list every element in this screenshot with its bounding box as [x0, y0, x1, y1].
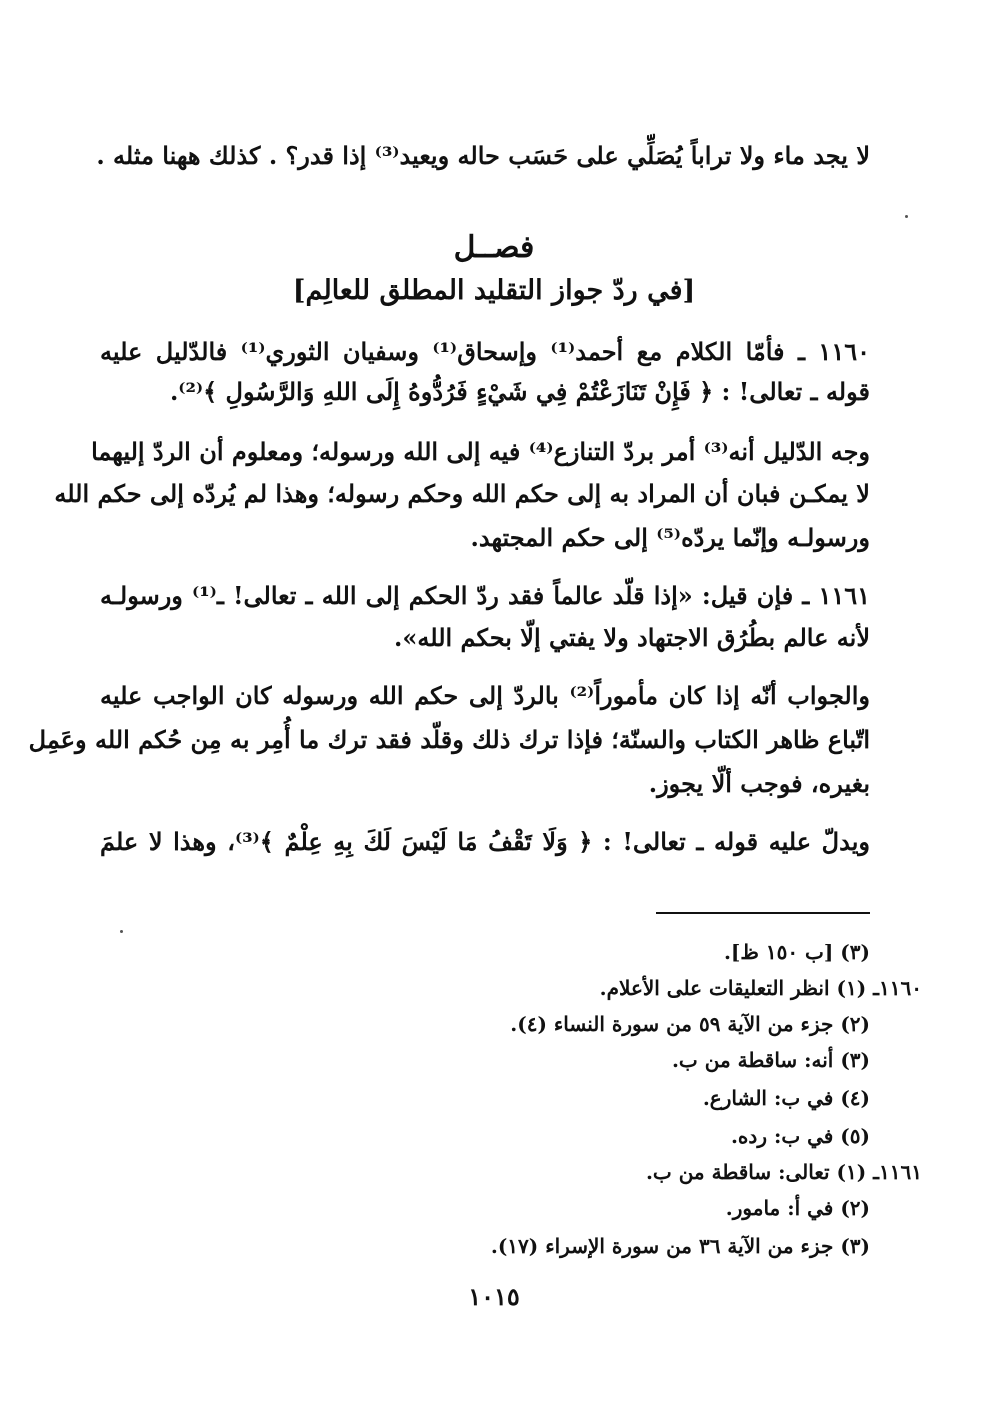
- footnote-divider: [656, 912, 870, 914]
- paragraph-2-line-2: لا يمكـن فبان أن المراد به إلى حكم الله وحكم رسوله؛ وهذا لم يُردّه إلى حكم الله: [54, 479, 870, 508]
- scan-speck: [120, 930, 123, 933]
- footnote-2-mamur: (٢) في أ: مامور.: [725, 1196, 870, 1220]
- footnote-5-raddahu: (٥) في ب: رده.: [730, 1124, 870, 1148]
- page-number: ١٠١٥: [468, 1282, 520, 1311]
- footnote-group-1161: ١١٦١ـ (١) تعالى: ساقطة من ب.: [645, 1160, 922, 1184]
- paragraph-1160-line-1: ١١٦٠ ـ فأمّا الكلام مع أحمد⁽¹⁾ وإسحاق⁽¹⁾ وسفيان الثوري⁽¹⁾ فالدّليل عليه: [100, 337, 870, 366]
- scan-speck: [905, 215, 908, 218]
- footnote-2-nisa: (٢) جزء من الآية ٥٩ من سورة النساء (٤).: [510, 1012, 870, 1036]
- section-heading: فصــل: [453, 230, 535, 265]
- paragraph-2-line-3: ورسولـه وإنّما يردّه⁽⁵⁾ إلى حكم المجتهد.: [470, 523, 870, 552]
- footnote-3-annahu: (٣) أنه: ساقطة من ب.: [671, 1048, 870, 1072]
- paragraph-1160-line-2: قوله ـ تعالى! : ﴿ فَإِنْ تَنَازَعْتُمْ فِي شَيْءٍ فَرُدُّوهُ إِلَى اللهِ وَالرَّسُولِ ﴾⁽²⁾.: [169, 377, 870, 406]
- footnote-group-1160: ١١٦٠ـ (١) انظر التعليقات على الأعلام.: [599, 976, 922, 1000]
- paragraph-1161-line-1: ١١٦١ ـ فإن قيل: «إذا قلّد عالماً فقد ردّ الحكم إلى الله ـ تعالى! ـ⁽¹⁾ ورسولـه: [100, 581, 871, 610]
- footnote-3-isra: (٣) جزء من الآية ٣٦ من سورة الإسراء (١٧).: [490, 1234, 870, 1258]
- paragraph-4-line-2: اتّباع ظاهر الكتاب والسنّة؛ فإذا ترك ذلك وقلّد فقد ترك ما أُمِر به مِن حُكم الله وعَمِل: [28, 725, 870, 754]
- footnote-4-sharia: (٤) في ب: الشارع.: [702, 1086, 870, 1110]
- continuation-line: لا يجد ماء ولا تراباً يُصَلِّي على حَسَب حاله ويعيد⁽³⁾ إذا قدر؟ . كذلك ههنا مثله .: [96, 141, 870, 170]
- section-subheading: [في ردّ جواز التقليد المطلق للعالِم]: [292, 275, 696, 306]
- paragraph-4-line-3: بغيره، فوجب ألّا يجوز.: [648, 769, 870, 798]
- paragraph-2-line-1: وجه الدّليل أنه⁽³⁾ أمر بردّ التنازع⁽⁴⁾ فيه إلى الله ورسوله؛ ومعلوم أن الردّ إليهما: [91, 437, 870, 466]
- paragraph-4-line-1: والجواب أنّه إذا كان مأموراً⁽²⁾ بالردّ إلى حكم الله ورسوله كان الواجب عليه: [100, 681, 871, 710]
- footnote-3-folio: (٣) [ب ١٥٠ ظ].: [723, 940, 870, 964]
- paragraph-1161-line-2: لأنه عالم بطُرُق الاجتهاد ولا يفتي إلّا بحكم الله».: [394, 623, 870, 652]
- paragraph-5-line-1: ويدلّ عليه قوله ـ تعالى! : ﴿ وَلَا تَقْفُ مَا لَيْسَ لَكَ بِهِ عِلْمٌ ﴾⁽³⁾، وهذا لا علمَ: [100, 827, 870, 856]
